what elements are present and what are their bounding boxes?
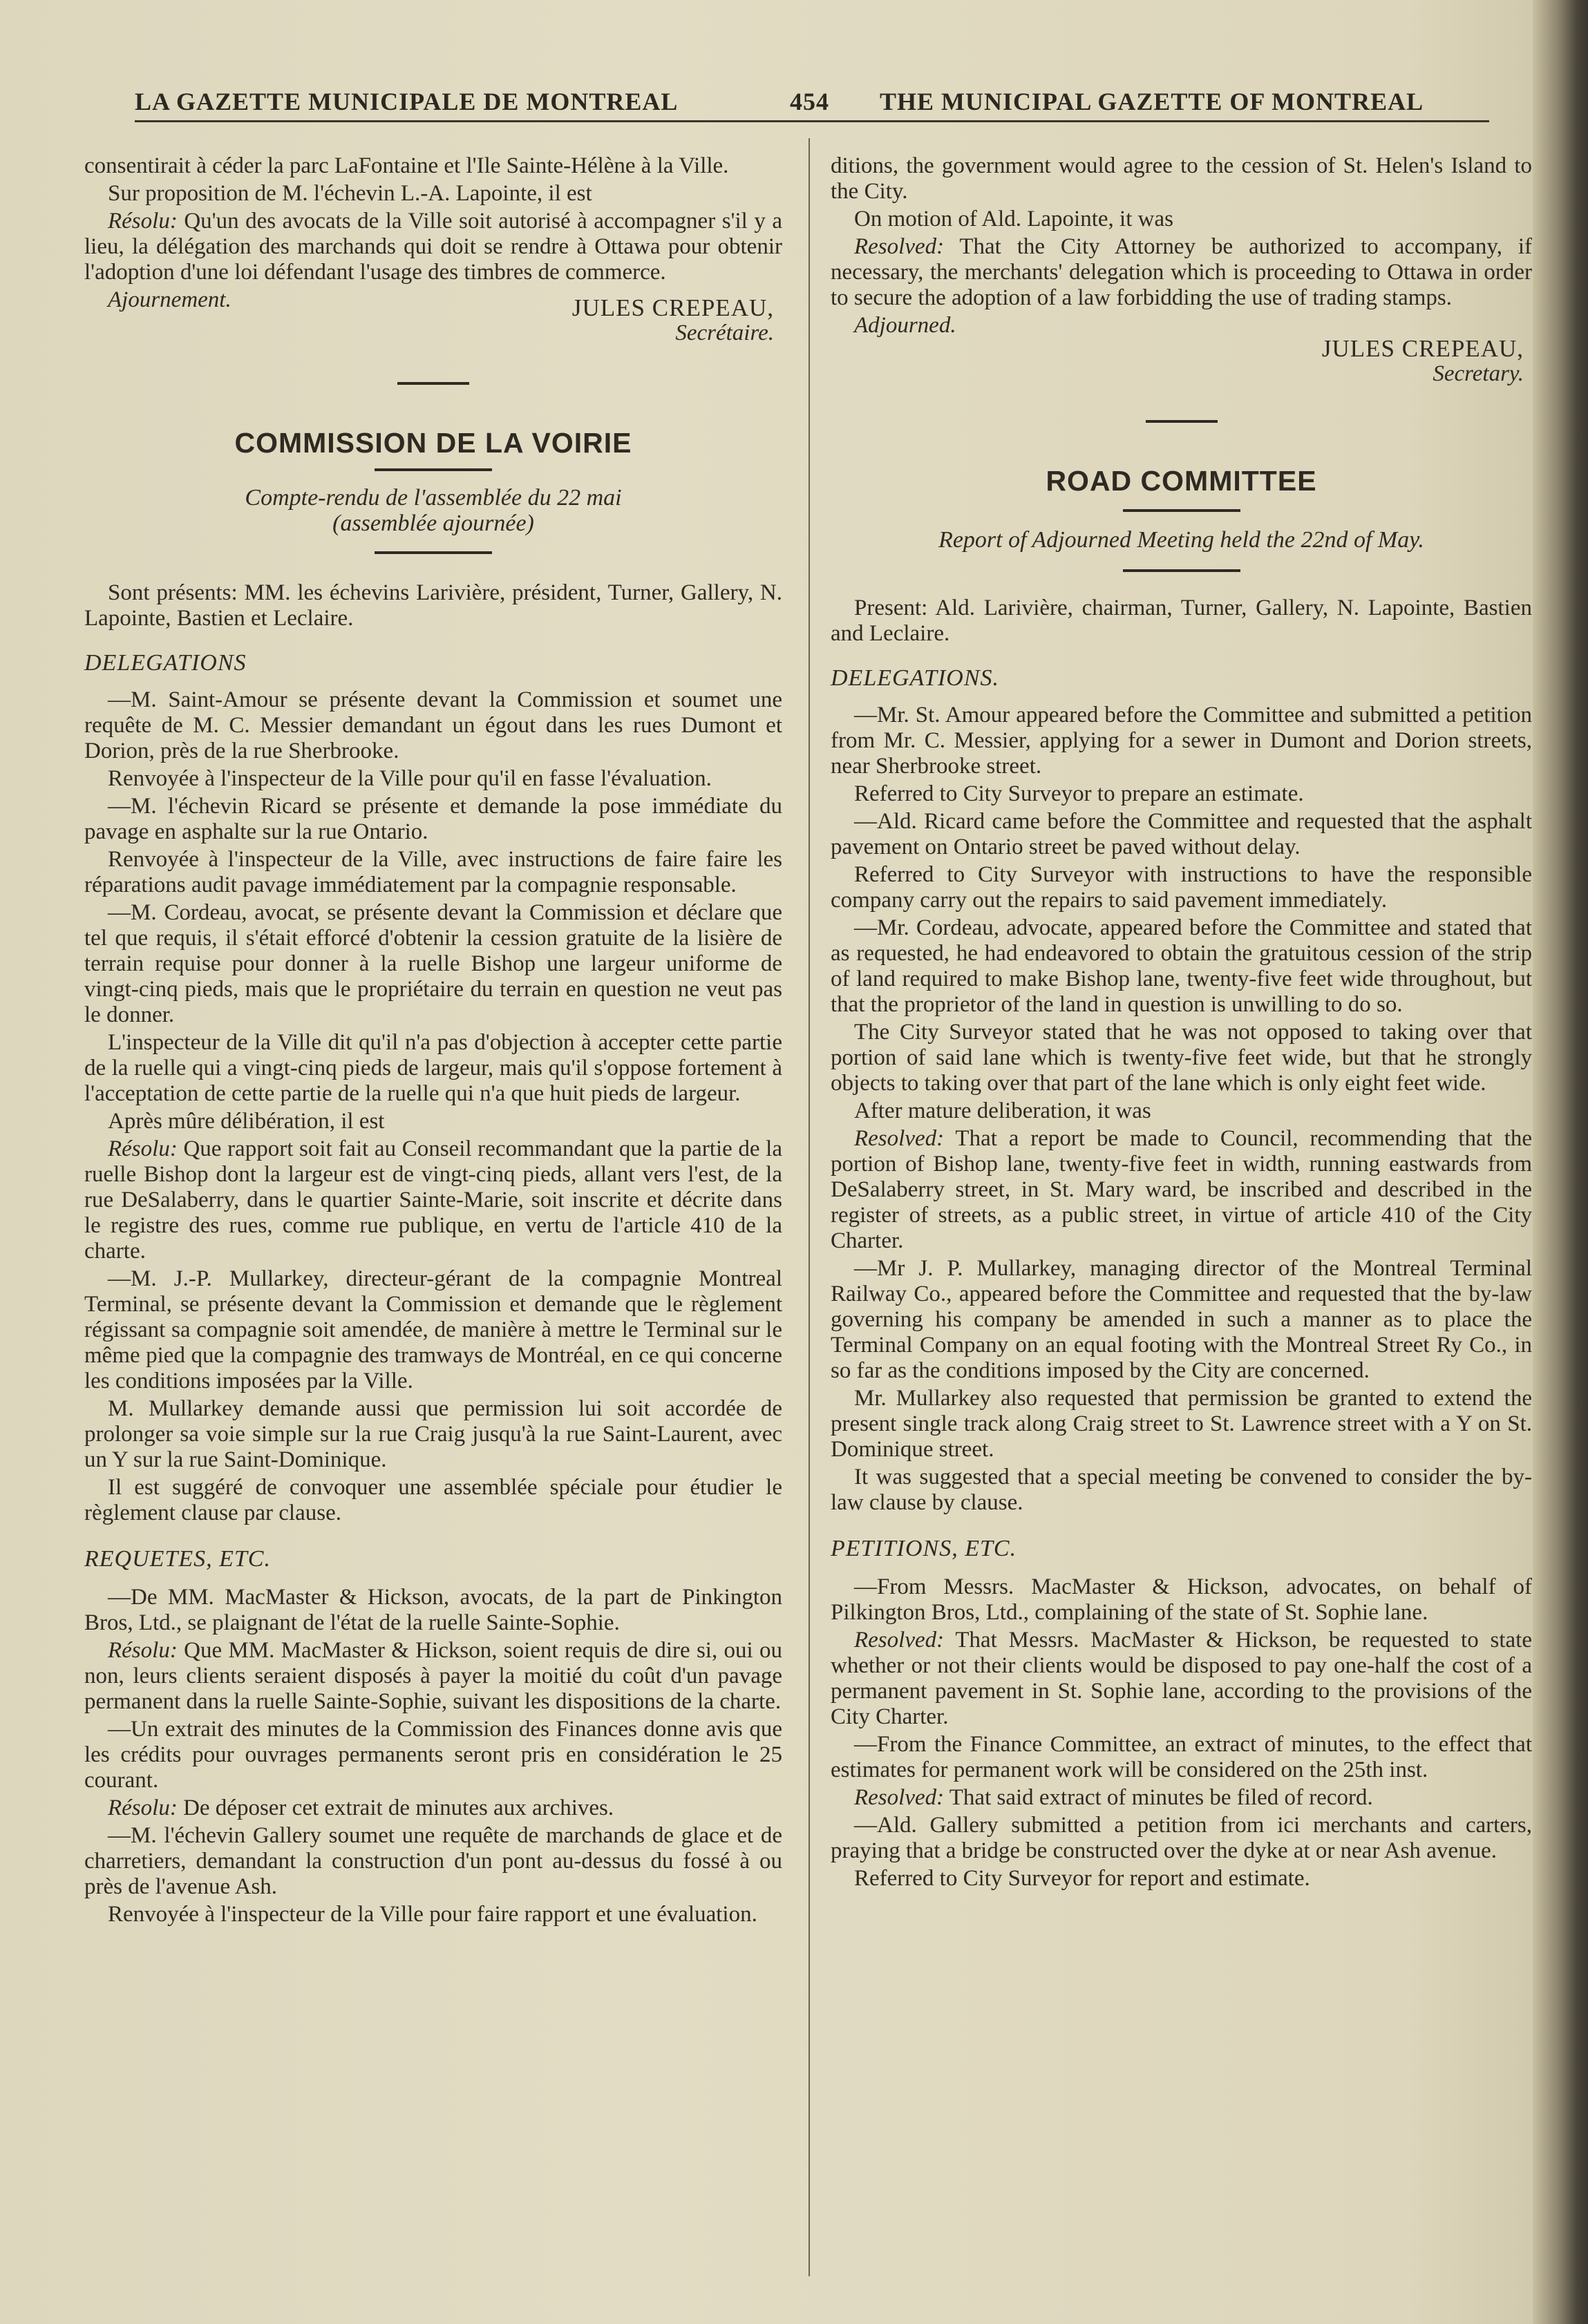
right-petitions-heading: PETITIONS, ETC. — [831, 1536, 1017, 1561]
right-intro: ditions, the government would agree to the cession of St. Helen's Island to the City. — [831, 153, 1532, 204]
english-column — [831, 153, 1532, 1894]
right-present: Present: Ald. Larivière, chairman, Turner, Gallery, N. Lapointe, Bastien and Leclaire. — [831, 596, 1532, 646]
left-p1: —M. Saint-Amour se présente devant la Commission et soumet une requête de M. C. Messier demandant un égout dans les rues Dumont et Dorion, près de la rue Sherbrooke. — [84, 687, 782, 763]
left-p17: Renvoyée à l'inspecteur de la Ville pour faire rapport et une évaluation. — [108, 1902, 757, 1927]
header-left-title: LA GAZETTE MUNICIPALE DE MONTREAL — [135, 88, 679, 115]
left-resolution: Résolu: Qu'un des avocats de la Ville soit autorisé à accompagner s'il y a lieu, la délégation des marchands qui doit se rendre à Ottawa pour obtenir l'adoption d'une loi défendant l'usage des timbres de commerce. — [84, 209, 782, 285]
left-intro: consentirait à céder la parc LaFontaine et l'Ile Sainte-Hélène à la Ville. — [84, 153, 729, 178]
header-rule — [135, 120, 1489, 122]
right-p10: Mr. Mullarkey also requested that permission be granted to extend the present single track along Craig street to St. Lawrence street with a Y on St. Dominique street. — [831, 1386, 1532, 1462]
right-subtitle: Report of Adjourned Meeting held the 22nd of May. — [938, 527, 1424, 553]
left-p11: Il est suggéré de convoquer une assemblée spéciale pour étudier le règlement clause par clause. — [84, 1475, 782, 1525]
left-delegations-heading: DELEGATIONS — [84, 650, 247, 676]
left-p16: —M. l'échevin Gallery soumet une requête de marchands de glace et de charretiers, demandant la construction d'un pont au-dessus du fossé à ou près de l'avenue Ash. — [84, 1823, 782, 1899]
right-p5: —Mr. Cordeau, advocate, appeared before the Committee and stated that as requested, he had endeavored to obtain the gratuitous cession of the strip of land required to make Bishop lane, twenty-five feet wide throughout, but that the proprietor of the land in question is unwilling to do so. — [831, 915, 1532, 1017]
left-p13: Résolu: Que MM. MacMaster & Hickson, soient requis de dire si, oui ou non, leurs clients seraient disposés à payer la moitié du coût d'un pavage permanent dans la ruelle Sainte-Sophie, suivant les dispositions de la charte. — [84, 1638, 782, 1714]
right-p16: —Ald. Gallery submitted a petition from ici merchants and carters, praying that a bridge be constructed over the dyke at or near Ash avenue. — [831, 1813, 1532, 1863]
french-column — [84, 153, 782, 1930]
left-p8: Résolu: Que rapport soit fait au Conseil recommandant que la partie de la ruelle Bishop dont la largeur est de vingt-cinq pieds, allant vers l'est, de la rue DeSalaberry, dans le quartier Sainte-Marie, soit inscrite et décrite dans le registre des rues, comme rue publique, en vertu de l'article 410 de la charte. — [84, 1136, 782, 1264]
right-p1: —Mr. St. Amour appeared before the Committee and submitted a petition from Mr. C. Messier, applying for a sewer in Dumont and Dorion streets, near Sherbrooke street. — [831, 703, 1532, 779]
right-p4: Referred to City Surveyor with instructions to have the responsible company carry out the repairs to said pavement immediately. — [831, 862, 1532, 913]
left-p6: L'inspecteur de la Ville dit qu'il n'a pas d'objection à accepter cette partie de la ruelle qui a vingt-cinq pieds de largeur, mais qu'il s'oppose fortement à l'acceptation de cette partie de la ruelle qui n'a que huit pieds de largeur. — [84, 1030, 782, 1106]
left-p15: Résolu: De déposer cet extrait de minutes aux archives. — [108, 1796, 614, 1820]
left-p3: —M. l'échevin Ricard se présente et demande la pose immédiate du pavage en asphalte sur la rue Ontario. — [84, 794, 782, 844]
page-number: 454 — [790, 88, 829, 115]
left-p2: Renvoyée à l'inspecteur de la Ville pour qu'il en fasse l'évaluation. — [108, 766, 712, 791]
left-sig-name: JULES CREPEAU, — [571, 294, 774, 321]
right-p17: Referred to City Surveyor for report and estimate. — [854, 1866, 1310, 1891]
left-p12: —De MM. MacMaster & Hickson, avocats, de la part de Pinkington Bros, Ltd., se plaignant de l'état de la ruelle Sainte-Sophie. — [84, 1585, 782, 1635]
left-subtitle-1: Compte-rendu de l'assemblée du 22 mai — [245, 485, 622, 511]
right-p8: Resolved: That a report be made to Council, recommending that the portion of Bishop lane, twenty-five feet in width, running eastwards from DeSalaberry street, in St. Mary ward, be inscribed and described in the register of streets, as a public street, in virtue of article 410 of the City Charter. — [831, 1126, 1533, 1253]
left-requetes-heading: REQUETES, ETC. — [84, 1546, 271, 1572]
right-p3: —Ald. Ricard came before the Committee and requested that the asphalt pavement on Ontario street be paved without delay. — [831, 809, 1532, 859]
right-p11: It was suggested that a special meeting be convened to consider the by-law clause by clause. — [831, 1465, 1532, 1515]
right-p6: The City Surveyor stated that he was not opposed to taking over that portion of said lane which is twenty-five feet wide, but that he strongly objects to taking over that part of the lane which is only eight feet wide. — [831, 1020, 1532, 1096]
left-subtitle-2: (assemblée ajournée) — [332, 511, 534, 536]
right-delegations-heading: DELEGATIONS. — [831, 665, 1000, 691]
right-sig-title: Secretary. — [1433, 361, 1524, 386]
left-section-title: COMMISSION DE LA VOIRIE — [234, 427, 632, 459]
left-p10: M. Mullarkey demande aussi que permission lui soit accordée de prolonger sa voie simple sur la rue Craig jusqu'à la rue Saint-Laurent, avec un Y sur la rue Saint-Dominique. — [84, 1396, 782, 1472]
right-p14: —From the Finance Committee, an extract of minutes, to the effect that estimates for permanent work will be considered on the 25th inst. — [831, 1732, 1532, 1782]
left-p4: Renvoyée à l'inspecteur de la Ville, avec instructions de faire faire les réparations audit pavage immédiatement par la compagnie responsable. — [84, 847, 782, 897]
left-present: Sont présents: MM. les échevins Larivière, président, Turner, Gallery, N. Lapointe, Bastien et Leclaire. — [84, 580, 782, 631]
left-motion: Sur proposition de M. l'échevin L.-A. Lapointe, il est — [108, 181, 592, 206]
right-motion: On motion of Ald. Lapointe, it was — [854, 207, 1173, 231]
right-p15: Resolved: That said extract of minutes be filed of record. — [854, 1785, 1373, 1810]
right-resolution: Resolved: That the City Attorney be authorized to accompany, if necessary, the merchants' delegation which is proceeding to Ottawa in order to secure the adoption of a law forbidding the use of trading stamps. — [831, 234, 1532, 310]
column-divider — [809, 138, 810, 2276]
left-adjourned: Ajournement. — [108, 287, 231, 312]
right-p9: —Mr J. P. Mullarkey, managing director of the Montreal Terminal Railway Co., appeared before the Committee and requested that the by-law governing his company be amended in such a manner as to place the Terminal Company on an equal footing with the Montreal Street Ry Co., in so far as the conditions imposed by the City are concerned. — [831, 1256, 1532, 1383]
right-section-title: ROAD COMMITTEE — [1046, 465, 1317, 497]
right-adjourned: Adjourned. — [854, 313, 956, 338]
left-p14: —Un extrait des minutes de la Commission des Finances donne avis que les crédits pour ouvrages permanents seront pris en considération le 25 courant. — [84, 1717, 782, 1793]
right-signature — [831, 336, 1524, 387]
left-p7: Après mûre délibération, il est — [108, 1109, 385, 1134]
right-sig-name: JULES CREPEAU, — [1321, 335, 1524, 362]
right-p12: —From Messrs. MacMaster & Hickson, advocates, on behalf of Pilkington Bros, Ltd., complaining of the state of St. Sophie lane. — [831, 1574, 1532, 1625]
right-p2: Referred to City Surveyor to prepare an estimate. — [854, 781, 1304, 806]
left-sig-title: Secrétaire. — [675, 321, 774, 345]
header-right-title: THE MUNICIPAL GAZETTE OF MONTREAL — [880, 88, 1424, 115]
right-p13: Resolved: That Messrs. MacMaster & Hickson, be requested to state whether or not their clients would be disposed to pay one-half the cost of a permanent pavement in St. Sophie lane, according to the provisions of the City Charter. — [831, 1628, 1533, 1729]
left-p9: —M. J.-P. Mullarkey, directeur-gérant de la compagnie Montreal Terminal, se présente devant la Commission et demande que le règlement régissant sa compagnie soit amendée, de manière à mettre le Terminal sur le même pied que la compagnie des tramways de Montréal, en ce qui concerne les conditions imposées par la Ville. — [84, 1266, 782, 1393]
left-p5: —M. Cordeau, avocat, se présente devant la Commission et déclare que tel que requis, il s'était efforcé d'obtenir la cession gratuite de la lisière de terrain requise pour donner à la ruelle Bishop une largeur uniforme de vingt-cinq pieds, mais que le propriétaire du terrain en question ne veut pas le donner. — [84, 900, 782, 1027]
page-edge-shadow — [1533, 0, 1588, 2324]
right-p7: After mature deliberation, it was — [854, 1098, 1151, 1123]
running-header — [135, 82, 1489, 123]
